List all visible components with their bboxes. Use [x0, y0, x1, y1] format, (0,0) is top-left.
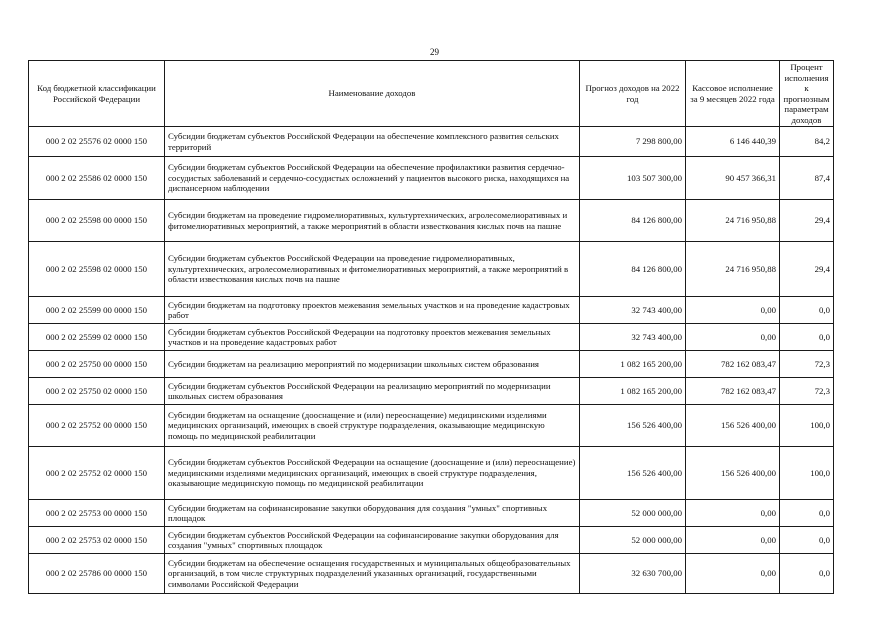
row-name: Субсидии бюджетам субъектов Российской Федерации на обеспечение комплексного развития сельских территорий: [165, 127, 580, 157]
table-row: [29, 127, 834, 157]
row-name: Субсидии бюджетам на проведение гидромелиоративных, культуртехнических, агролесомелиоративных и фитомелиоративных мероприятий, а также мероприятий в области известкования кислых почв на пашне: [165, 200, 580, 242]
row-code: 000 2 02 25750 02 0000 150: [29, 378, 165, 405]
row-percent: 0,0: [780, 554, 834, 594]
row-percent: 29,4: [780, 200, 834, 242]
table-row: [29, 157, 834, 200]
row-name: Субсидии бюджетам на софинансирование закупки оборудования для создания "умных" спортивных площадок: [165, 500, 580, 527]
header-budget-code: Код бюджетной классификации Российской Федерации: [29, 61, 165, 127]
header-forecast: Прогноз доходов на 2022 год: [580, 61, 686, 127]
row-forecast: 1 082 165 200,00: [580, 351, 686, 378]
row-code: 000 2 02 25586 02 0000 150: [29, 157, 165, 200]
row-forecast: 156 526 400,00: [580, 405, 686, 447]
row-percent: 0,0: [780, 297, 834, 324]
row-forecast: 52 000 000,00: [580, 527, 686, 554]
row-name: Субсидии бюджетам на оснащение (дооснащение и (или) переоснащение) медицинскими изделиями медицинских организаций, имеющих в своей структуре подразделения, оказывающие медицинскую помощь по медицинской реабилитации: [165, 405, 580, 447]
row-forecast: 1 082 165 200,00: [580, 378, 686, 405]
table-row: [29, 200, 834, 242]
row-code: 000 2 02 25598 00 0000 150: [29, 200, 165, 242]
row-code: 000 2 02 25599 00 0000 150: [29, 297, 165, 324]
row-percent: 0,0: [780, 500, 834, 527]
row-name: Субсидии бюджетам субъектов Российской Федерации на оснащение (дооснащение и (или) переоснащение) медицинскими изделиями медицинских организаций, имеющих в своей структуре подразделения, оказывающие медицинскую помощь по медицинской реабилитации: [165, 447, 580, 500]
row-name: Субсидии бюджетам на подготовку проектов межевания земельных участков и на проведение кадастровых работ: [165, 297, 580, 324]
row-forecast: 32 743 400,00: [580, 297, 686, 324]
row-executed: 156 526 400,00: [686, 447, 780, 500]
row-executed: 24 716 950,88: [686, 242, 780, 297]
header-percent: Процент исполнения к прогнозным параметрам доходов: [780, 61, 834, 127]
row-code: 000 2 02 25752 00 0000 150: [29, 405, 165, 447]
row-forecast: 84 126 800,00: [580, 242, 686, 297]
table-row: [29, 297, 834, 324]
row-forecast: 156 526 400,00: [580, 447, 686, 500]
row-executed: 0,00: [686, 324, 780, 351]
row-name: Субсидии бюджетам субъектов Российской Федерации на подготовку проектов межевания земельных участков и на проведение кадастровых работ: [165, 324, 580, 351]
row-executed: 0,00: [686, 527, 780, 554]
row-forecast: 32 630 700,00: [580, 554, 686, 594]
row-percent: 0,0: [780, 527, 834, 554]
table-row: [29, 351, 834, 378]
table-row: [29, 527, 834, 554]
row-executed: 24 716 950,88: [686, 200, 780, 242]
row-code: 000 2 02 25786 00 0000 150: [29, 554, 165, 594]
table-header-row: [29, 61, 834, 127]
row-name: Субсидии бюджетам на реализацию мероприятий по модернизации школьных систем образования: [165, 351, 580, 378]
row-percent: 72,3: [780, 351, 834, 378]
row-executed: 156 526 400,00: [686, 405, 780, 447]
row-forecast: 7 298 800,00: [580, 127, 686, 157]
row-executed: 782 162 083,47: [686, 351, 780, 378]
row-executed: 90 457 366,31: [686, 157, 780, 200]
table-row: [29, 405, 834, 447]
table-row: [29, 447, 834, 500]
row-executed: 0,00: [686, 554, 780, 594]
row-percent: 100,0: [780, 405, 834, 447]
row-percent: 84,2: [780, 127, 834, 157]
row-executed: 0,00: [686, 500, 780, 527]
row-percent: 72,3: [780, 378, 834, 405]
row-name: Субсидии бюджетам субъектов Российской Федерации на проведение гидромелиоративных, культуртехнических, агролесомелиоративных и фитомелиоративных мероприятий, а также мероприятий в области известкования кислых почв на пашне: [165, 242, 580, 297]
row-percent: 29,4: [780, 242, 834, 297]
row-forecast: 32 743 400,00: [580, 324, 686, 351]
header-cash-execution: Кассовое исполнение за 9 месяцев 2022 года: [686, 61, 780, 127]
table-row: [29, 378, 834, 405]
row-executed: 782 162 083,47: [686, 378, 780, 405]
row-code: 000 2 02 25753 00 0000 150: [29, 500, 165, 527]
row-code: 000 2 02 25750 00 0000 150: [29, 351, 165, 378]
row-executed: 6 146 440,39: [686, 127, 780, 157]
row-code: 000 2 02 25752 02 0000 150: [29, 447, 165, 500]
row-code: 000 2 02 25753 02 0000 150: [29, 527, 165, 554]
table-row: [29, 242, 834, 297]
revenue-table: [28, 60, 834, 594]
row-percent: 0,0: [780, 324, 834, 351]
row-name: Субсидии бюджетам субъектов Российской Федерации на реализацию мероприятий по модернизации школьных систем образования: [165, 378, 580, 405]
row-code: 000 2 02 25598 02 0000 150: [29, 242, 165, 297]
row-forecast: 84 126 800,00: [580, 200, 686, 242]
table-row: [29, 554, 834, 594]
table-row: [29, 324, 834, 351]
row-name: Субсидии бюджетам субъектов Российской Федерации на обеспечение профилактики развития сердечно-сосудистых заболеваний и сердечно-сосудистых осложнений у пациентов высокого риска, находящихся на диспансерном наблюдении: [165, 157, 580, 200]
row-code: 000 2 02 25599 02 0000 150: [29, 324, 165, 351]
row-forecast: 103 507 300,00: [580, 157, 686, 200]
row-executed: 0,00: [686, 297, 780, 324]
header-revenue-name: Наименование доходов: [165, 61, 580, 127]
row-percent: 100,0: [780, 447, 834, 500]
row-name: Субсидии бюджетам на обеспечение оснащения государственных и муниципальных общеобразовательных организаций, в том числе структурных подразделений указанных организаций, государственными символами Российской Федерации: [165, 554, 580, 594]
row-percent: 87,4: [780, 157, 834, 200]
page-number: 29: [430, 47, 439, 57]
row-code: 000 2 02 25576 02 0000 150: [29, 127, 165, 157]
row-name: Субсидии бюджетам субъектов Российской Федерации на софинансирование закупки оборудования для создания "умных" спортивных площадок: [165, 527, 580, 554]
table-row: [29, 500, 834, 527]
row-forecast: 52 000 000,00: [580, 500, 686, 527]
